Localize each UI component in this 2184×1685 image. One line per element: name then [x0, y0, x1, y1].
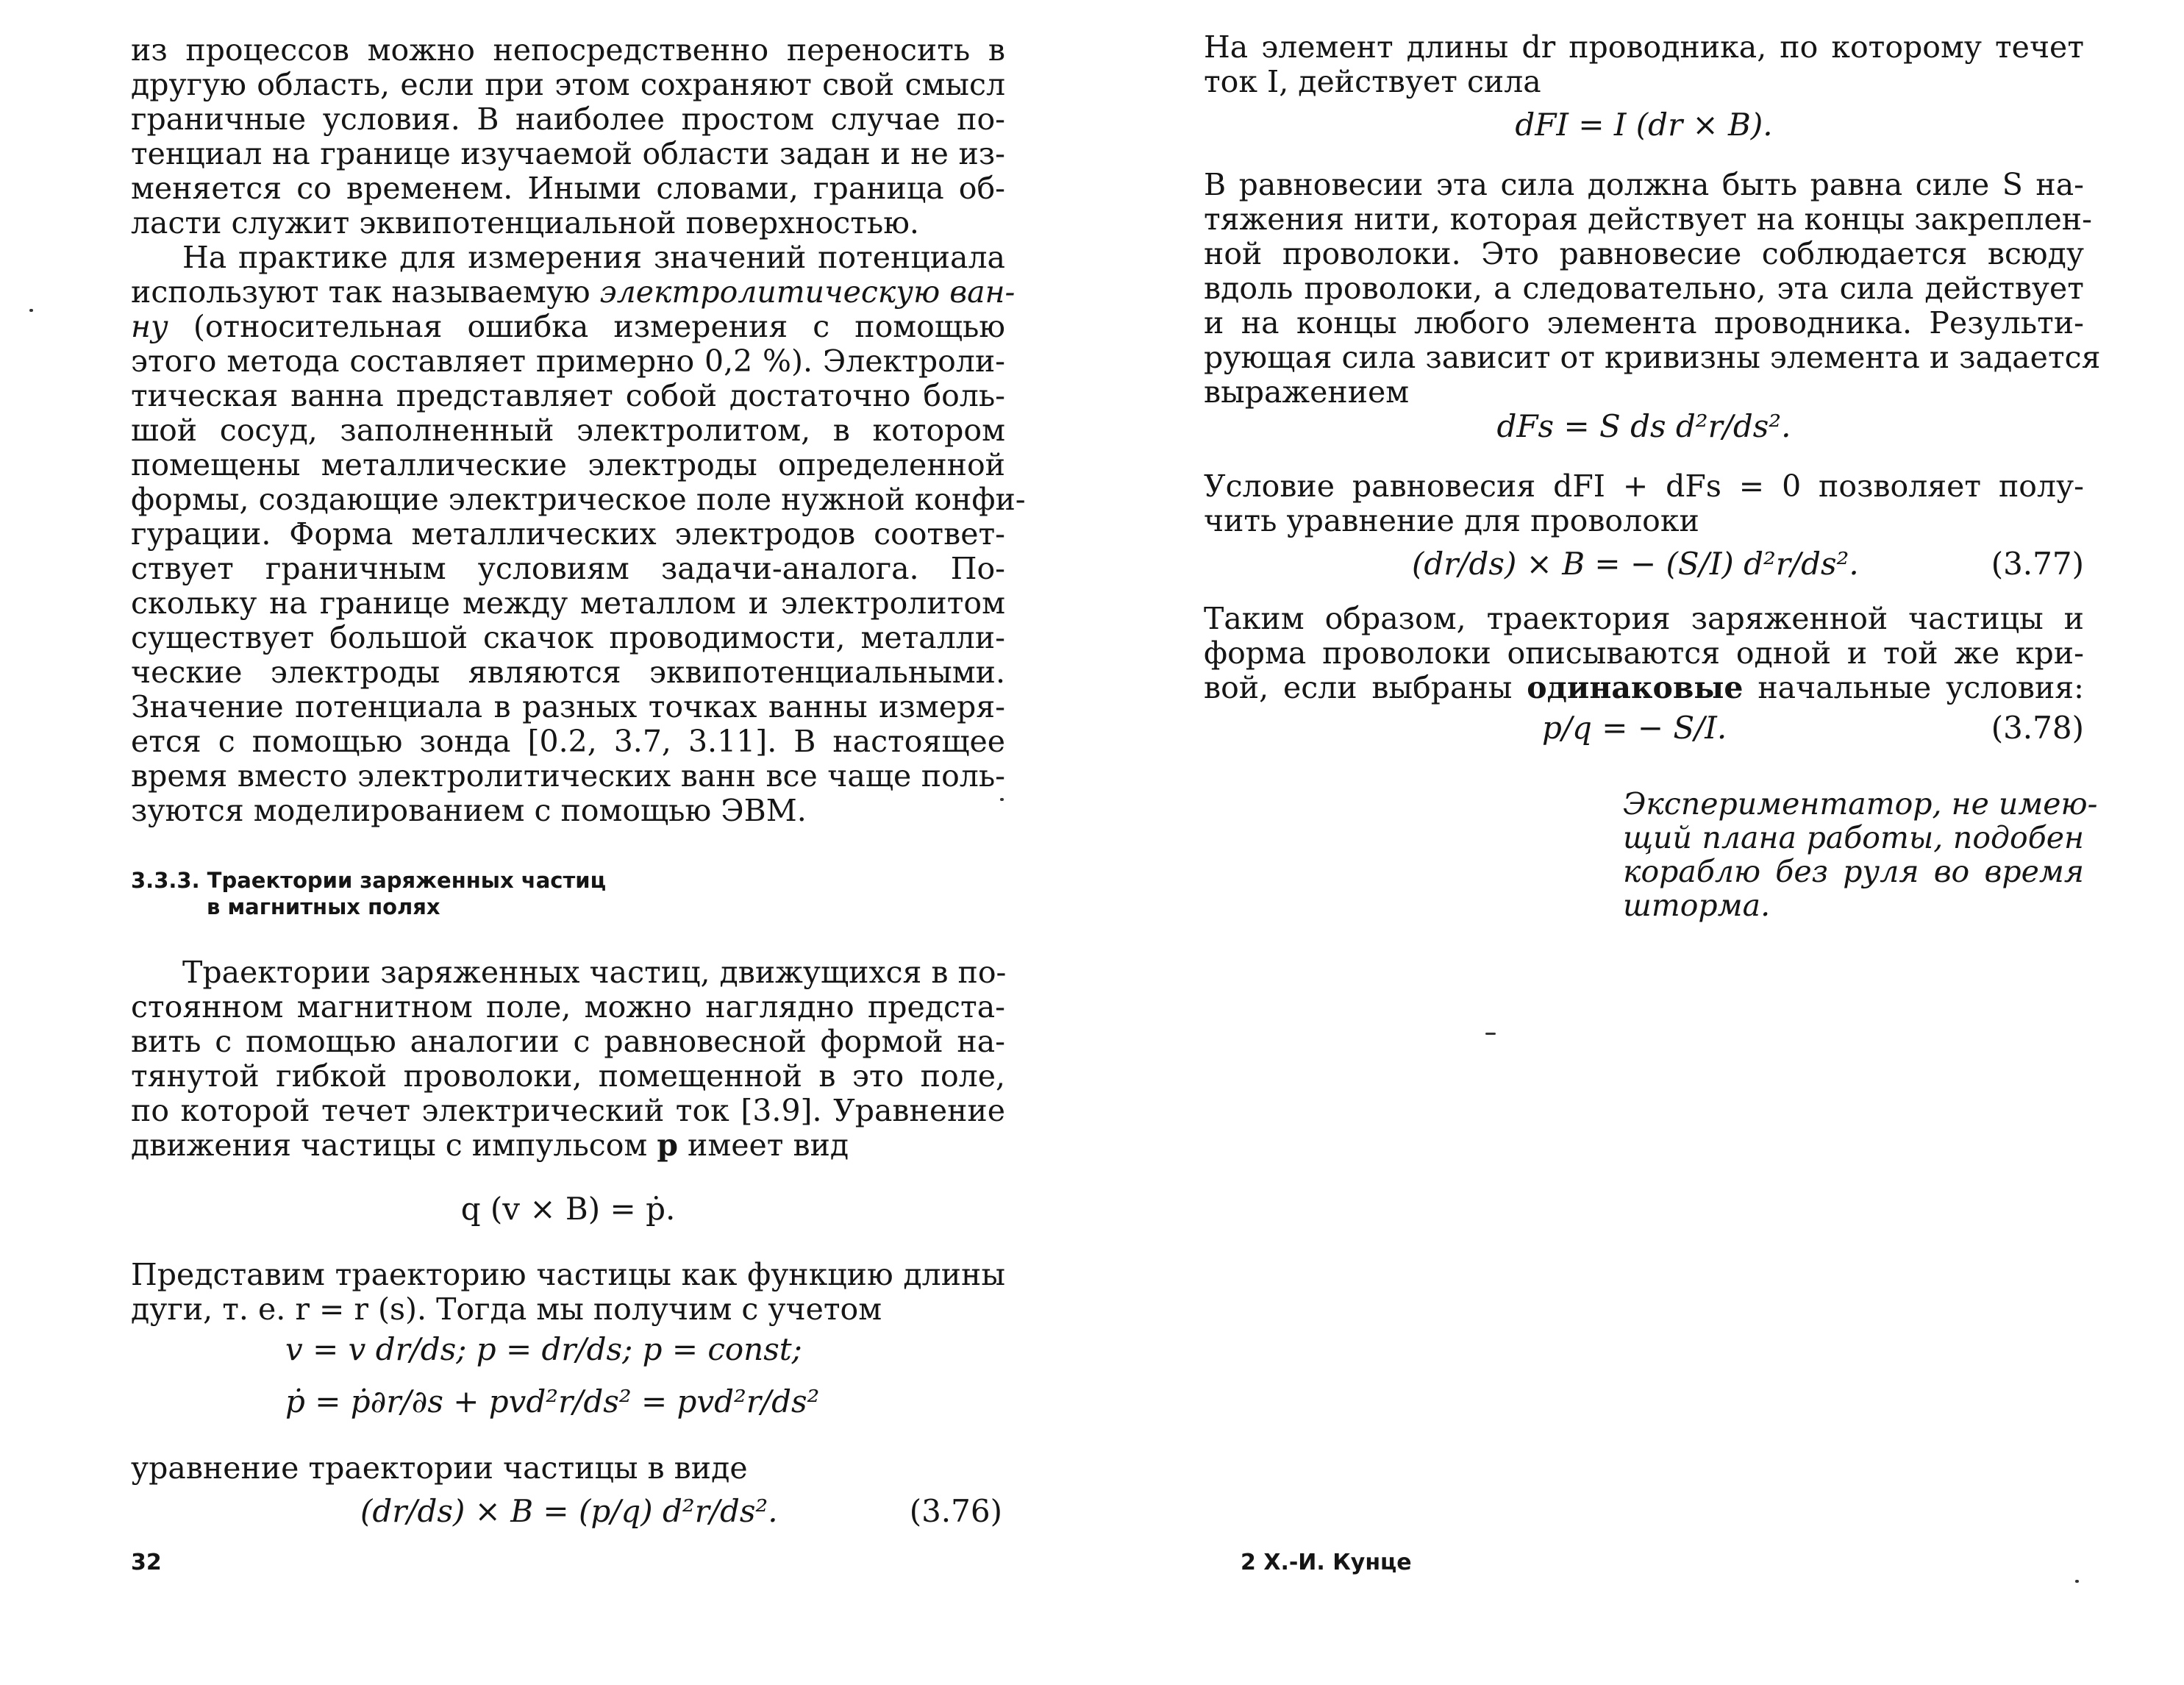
text-line: ной проволоки. Это равновесие соблюдается всюду: [1204, 236, 2084, 271]
text-line: На элемент длины dr проводника, по которому течет: [1204, 29, 2084, 65]
text-line: вить с помощью аналогии с равновесной формой на-: [131, 1024, 1005, 1059]
text-line: Значение потенциала в разных точках ванны измеря-: [131, 689, 1005, 724]
text-line: форма проволоки описываются одной и той же кри-: [1204, 635, 2084, 671]
text-line: граничные условия. В наиболее простом случае по-: [131, 101, 1005, 137]
text-line: из процессов можно непосредственно переносить в: [131, 32, 1005, 68]
equation-tension: dFs = S ds d²r/ds².: [1496, 408, 1791, 444]
text-line: чить уравнение для проволоки: [1204, 503, 1699, 538]
text-line: ласти служит эквипотенциальной поверхностью.: [131, 205, 919, 241]
text-line: Траектории заряженных частиц, движущихся в по-: [182, 955, 1007, 990]
equation-p-dot: ṗ = ṗ∂r/∂s + pvd²r/ds² = pvd²r/ds²: [285, 1383, 820, 1419]
scan-speck: [29, 309, 33, 312]
section-heading-cont: в магнитных полях: [207, 894, 440, 919]
equation-body: (dr/ds) × B = (p/q) d²r/ds².: [360, 1493, 778, 1529]
text-line: ток I, действует сила: [1204, 64, 1541, 99]
scan-speck: [2075, 1580, 2079, 1583]
text-line: гурации. Форма металлических электродов соответ-: [131, 516, 1005, 552]
epigraph-line: Экспериментатор, не имею-: [1623, 786, 2098, 822]
equation-definitions: v = v dr/ds; p = dr/ds; p = const;: [285, 1331, 802, 1367]
section-heading: 3.3.3. Траектории заряженных частиц: [131, 868, 607, 893]
text-line: зуются моделированием с помощью ЭВМ.: [131, 793, 807, 828]
text-line: На практике для измерения значений потенциала: [182, 240, 1005, 275]
scan-speck: [1485, 1033, 1496, 1035]
equation-3-78: [1204, 706, 2084, 750]
text-line: выражением: [1204, 374, 1410, 410]
text-line: используют так называемую электролитическую ван-: [131, 274, 1016, 310]
text-line: дуги, т. е. r = r (s). Тогда мы получим с учетом: [131, 1292, 882, 1327]
text-line: ческие электроды являются эквипотенциальными.: [131, 655, 1005, 690]
text-line: шой сосуд, заполненный электролитом, в котором: [131, 413, 1005, 448]
equation-label: (3.77): [1991, 546, 2084, 582]
equation-force: dFI = I (dr × B).: [1515, 107, 1773, 143]
epigraph-line: шторма.: [1623, 888, 1771, 923]
text-line: тенциал на границе изучаемой области задан и не из-: [131, 136, 1005, 171]
text-line: ну (относительная ошибка измерения с помощью: [131, 309, 1005, 344]
text-line: В равновесии эта сила должна быть равна силе S на-: [1204, 167, 2084, 202]
text-line: вдоль проволоки, а следовательно, эта сила действует: [1204, 271, 2084, 306]
equation-motion: q (v × B) = ṗ.: [460, 1191, 676, 1227]
text-line: тяжения нити, которая действует на концы закреплен-: [1204, 202, 2092, 237]
text-line: время вместо электролитических ванн все чаще поль-: [131, 758, 1005, 794]
text-line: Представим траекторию частицы как функцию длины: [131, 1257, 1005, 1292]
text-line: уравнение траектории частицы в виде: [131, 1450, 748, 1486]
text-line: и на концы любого элемента проводника. Результи-: [1204, 305, 2084, 341]
text-line: меняется со временем. Иными словами, граница об-: [131, 171, 1005, 206]
equation-label: (3.76): [909, 1493, 1002, 1529]
equation-label: (3.78): [1991, 710, 2084, 746]
text-line: тянутой гибкой проволоки, помещенной в это поле,: [131, 1058, 1005, 1094]
text-line: стоянном магнитном поле, можно наглядно предста-: [131, 989, 1005, 1025]
text-line: скольку на границе между металлом и электролитом: [131, 585, 1005, 621]
text-line: рующая сила зависит от кривизны элемента и задается: [1204, 340, 2101, 375]
page-number: 32: [131, 1550, 162, 1575]
epigraph-line: кораблю без руля во время: [1623, 854, 2084, 889]
equation-body: p/q = − S/I.: [1542, 710, 1727, 746]
text-line: движения частицы с импульсом p имеет вид: [131, 1128, 849, 1163]
equation-body: (dr/ds) × B = − (S/I) d²r/ds².: [1412, 546, 1859, 582]
text-line: другую область, если при этом сохраняют свой смысл: [131, 67, 1005, 102]
footer-signature: 2 Х.-И. Кунце: [1241, 1550, 1412, 1575]
text-line: ется с помощью зонда [0.2, 3.7, 3.11]. В настоящее: [131, 724, 1005, 759]
epigraph-line: щий плана работы, подобен: [1623, 820, 2084, 855]
text-line: ствует граничным условиям задачи-аналога. По-: [131, 551, 1005, 586]
text-line: помещены металлические электроды определенной: [131, 447, 1005, 482]
text-line: Условие равновесия dFI + dFs = 0 позволяет полу-: [1204, 469, 2084, 504]
equation-3-76: [131, 1489, 1002, 1533]
text-line: существует большой скачок проводимости, металли-: [131, 620, 1005, 655]
text-line: по которой течет электрический ток [3.9]. Уравнение: [131, 1093, 1005, 1128]
scan-speck: [1000, 798, 1004, 801]
text-line: Таким образом, траектория заряженной частицы и: [1204, 601, 2084, 636]
text-line: вой, если выбраны одинаковые начальные условия:: [1204, 670, 2084, 705]
text-line: этого метода составляет примерно 0,2 %). Электроли-: [131, 343, 1005, 379]
equation-3-77: [1204, 542, 2084, 586]
text-line: тическая ванна представляет собой достаточно боль-: [131, 378, 1005, 413]
text-line: формы, создающие электрическое поле нужной конфи-: [131, 482, 1026, 517]
